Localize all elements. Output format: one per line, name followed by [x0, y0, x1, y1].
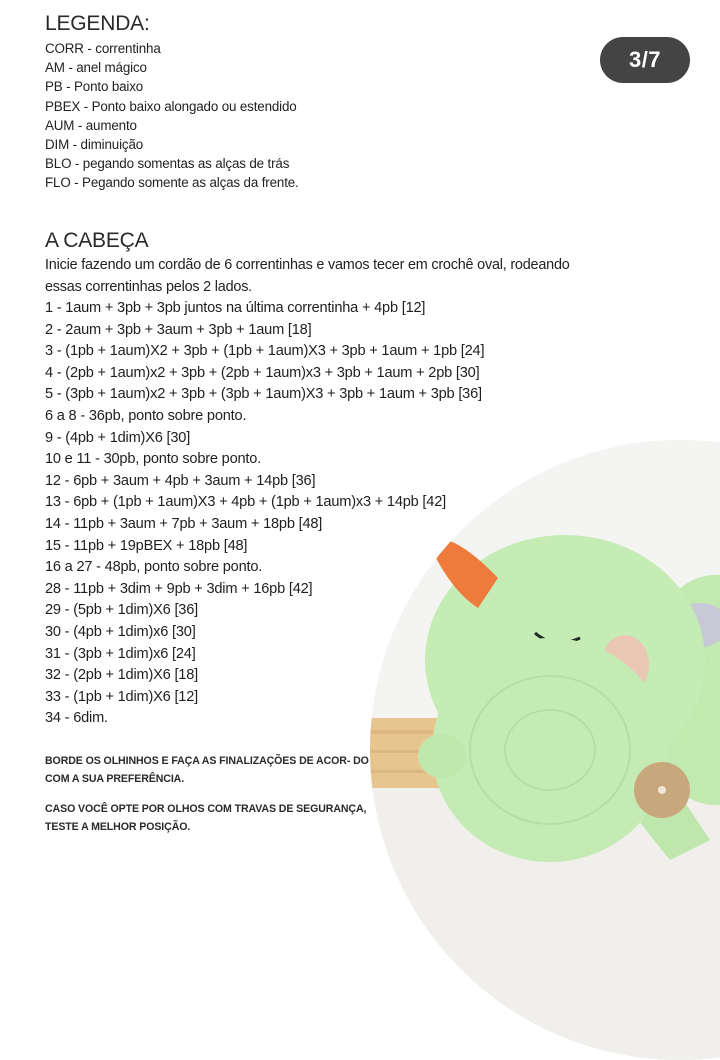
section-intro: Inicie fazendo um cordão de 6 correntinhas e vamos tecer em crochê oval, rodeando essas correntinhas pelos 2 lados.	[45, 257, 570, 295]
round-row: 1 - 1aum + 3pb + 3pb juntos na última correntinha + 4pb [12]	[45, 300, 426, 316]
round-row: 5 - (3pb + 1aum)x2 + 3pb + (3pb + 1aum)X3 + 3pb + 1aum + 3pb [36]	[45, 386, 482, 403]
round-row: 28 - 11pb + 3dim + 9pb + 3dim + 16pb [42]	[45, 580, 313, 597]
round-row: 31 - (3pb + 1dim)x6 [24]	[45, 645, 196, 662]
legend-item: CORR - correntinha	[45, 41, 161, 56]
section-title: A CABEÇA	[45, 229, 149, 252]
round-row: 16 a 27 - 48pb, ponto sobre ponto.	[45, 559, 263, 576]
legend-section	[45, 12, 299, 193]
page-counter-badge: 3/7	[600, 37, 690, 83]
legend-item: FLO - Pegando somente as alças da frente.	[45, 175, 299, 191]
legend-item: AUM - aumento	[45, 117, 137, 133]
legend-title: LEGENDA:	[45, 12, 150, 35]
round-row: 3 - (1pb + 1aum)X2 + 3pb + (1pb + 1aum)X3 + 3pb + 1aum + 1pb [24]	[45, 343, 485, 360]
round-row: 10 e 11 - 30pb, ponto sobre ponto.	[45, 451, 262, 468]
legend-item: PBEX - Ponto baixo alongado ou estendido	[45, 98, 297, 114]
legend-item: DIM - diminuição	[45, 137, 144, 153]
round-row: 6 a 8 - 36pb, ponto sobre ponto.	[45, 407, 247, 424]
round-row: 15 - 11pb + 19pBEX + 18pb [48]	[45, 537, 248, 554]
round-row: 33 - (1pb + 1dim)X6 [12]	[45, 688, 198, 705]
round-row: 29 - (5pb + 1dim)X6 [36]	[45, 602, 198, 619]
round-row: 4 - (2pb + 1aum)x2 + 3pb + (2pb + 1aum)x3 + 3pb + 1aum + 2pb [30]	[45, 364, 480, 381]
note-embroider-eyes: BORDE OS OLHINHOS E FAÇA AS FINALIZAÇÕES DE ACOR- DO COM A SUA PREFERÊNCIA.	[45, 755, 369, 785]
round-row: 32 - (2pb + 1dim)X6 [18]	[45, 667, 198, 684]
round-row: 13 - 6pb + (1pb + 1aum)X3 + 4pb + (1pb + 1aum)x3 + 14pb [42]	[45, 494, 446, 511]
round-row: 2 - 2aum + 3pb + 3aum + 3pb + 1aum [18]	[45, 321, 312, 338]
rounds-list	[45, 298, 605, 730]
legend-list	[45, 39, 299, 193]
round-row: 12 - 6pb + 3aum + 4pb + 3aum + 14pb [36]	[45, 472, 316, 489]
finishing-notes	[45, 753, 400, 849]
round-row: 14 - 11pb + 3aum + 7pb + 3aum + 18pb [48]	[45, 515, 323, 532]
legend-item: BLO - pegando somentas as alças de trás	[45, 156, 290, 172]
legend-item: PB - Ponto baixo	[45, 79, 144, 95]
head-section	[45, 229, 605, 730]
round-row: 9 - (4pb + 1dim)X6 [30]	[45, 429, 191, 446]
legend-item: AM - anel mágico	[45, 60, 147, 76]
round-row: 30 - (4pb + 1dim)x6 [30]	[45, 623, 196, 640]
round-row: 34 - 6dim.	[45, 710, 108, 727]
note-safety-eyes: CASO VOCÊ OPTE POR OLHOS COM TRAVAS DE SEGURANÇA, TESTE A MELHOR POSIÇÃO.	[45, 803, 367, 833]
